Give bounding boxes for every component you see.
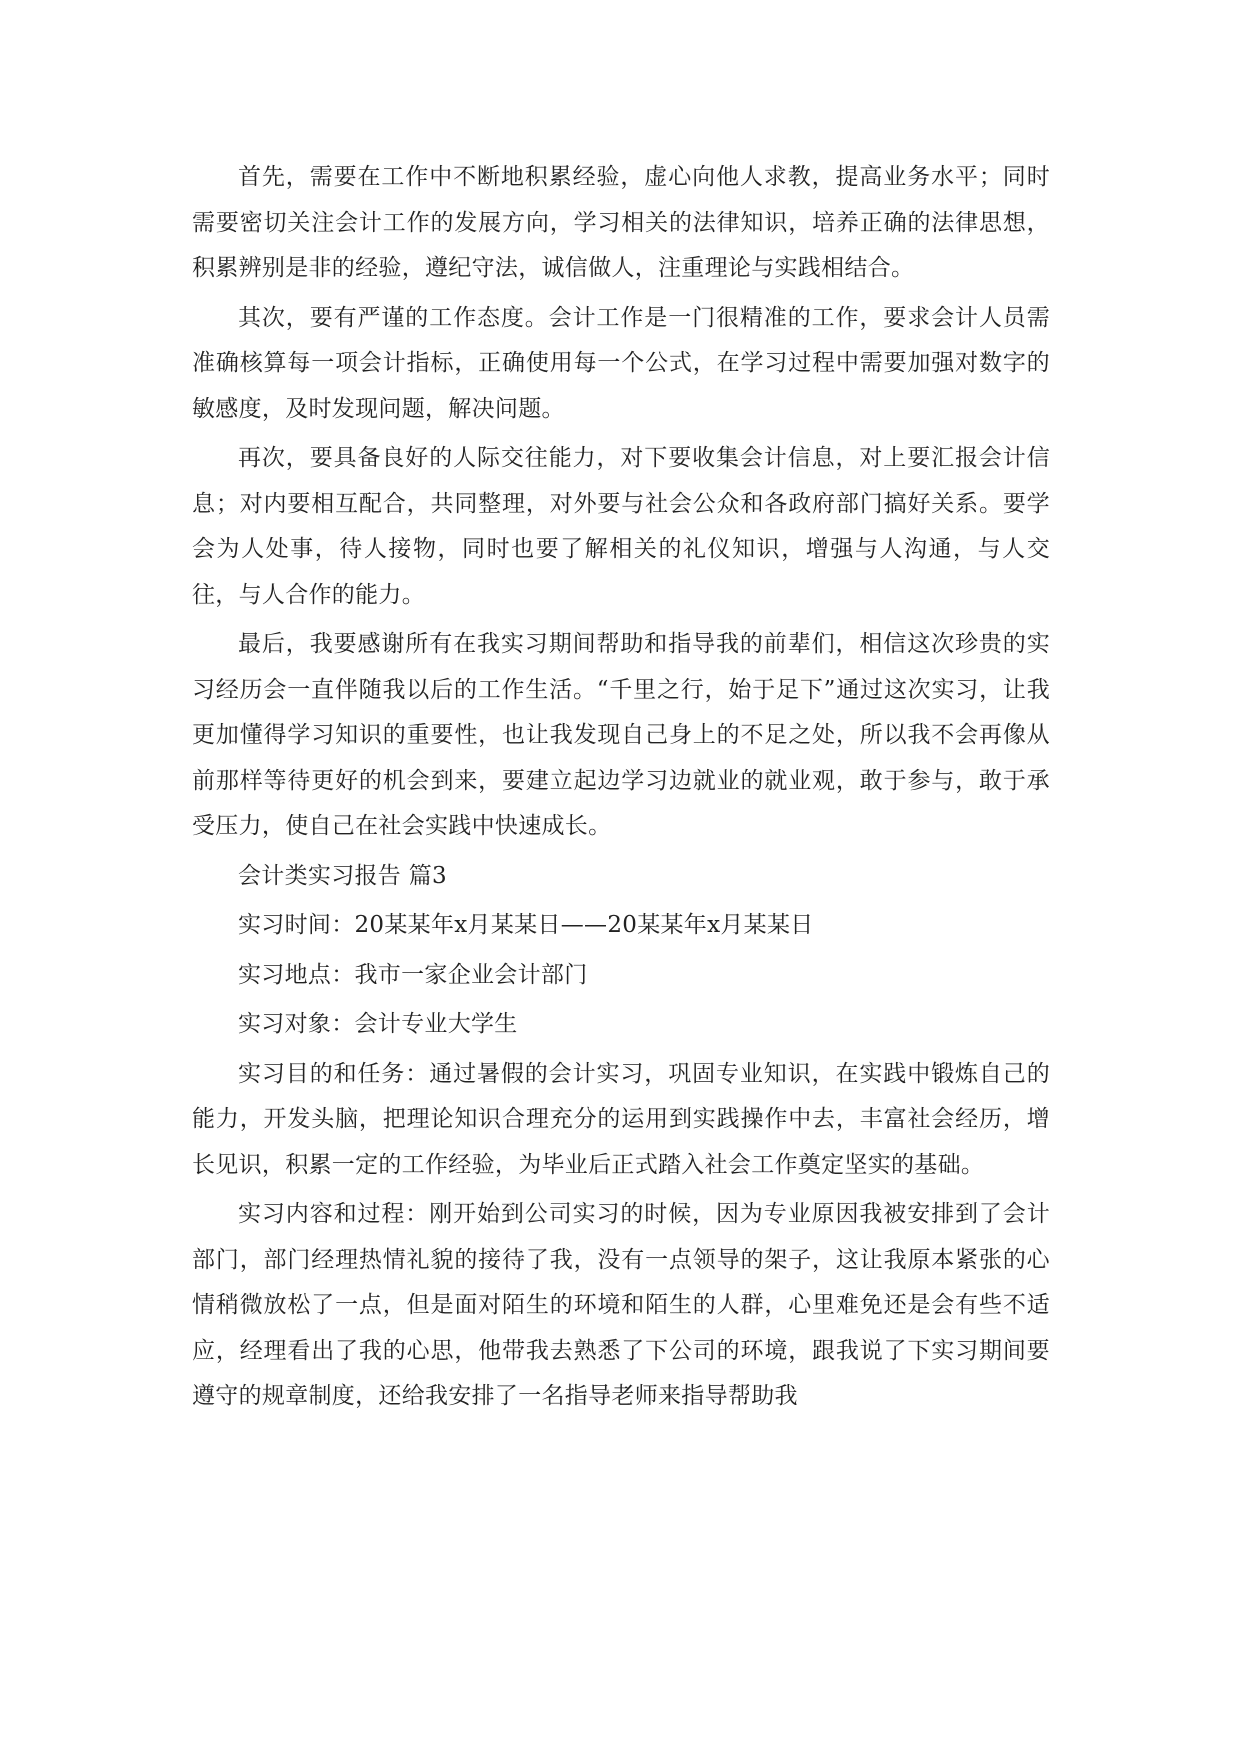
internship-purpose: 实习目的和任务：通过暑假的会计实习，巩固专业知识，在实践中锻炼自己的能力，开发头脑，把理论知识合理充分的运用到实践操作中去，丰富社会经历，增长见识，积累一定的工作经验，为毕业后正式踏入社会工作奠定坚实的基础。 bbox=[192, 1060, 1050, 1178]
document-body bbox=[192, 155, 1050, 1424]
internship-target: 实习对象：会计专业大学生 bbox=[238, 1011, 518, 1037]
section-heading: 会计类实习报告 篇3 bbox=[238, 862, 447, 889]
paragraph-finally: 最后，我要感谢所有在我实习期间帮助和指导我的前辈们，相信这次珍贵的实习经历会一直伴随我以后的工作生活。“千里之行，始于足下”通过这次实习，让我更加懂得学习知识的重要性，也让我发现自己身上的不足之处，所以我不会再像从前那样等待更好的机会到来，要建立起边学习边就业的就业观，敢于参与，敢于承受压力，使自己在社会实践中快速成长。 bbox=[192, 631, 1050, 839]
internship-location: 实习地点：我市一家企业会计部门 bbox=[238, 961, 588, 988]
internship-content: 实习内容和过程：刚开始到公司实习的时候，因为专业原因我被安排到了会计部门，部门经理热情礼貌的接待了我，没有一点领导的架子，这让我原本紧张的心情稍微放松了一点，但是面对陌生的环境和陌生的人群，心里难免还是会有些不适应，经理看出了我的心思，他带我去熟悉了下公司的环境，跟我说了下实习期间要遵守的规章制度，还给我安排了一名指导老师来指导帮助我 bbox=[192, 1201, 1050, 1409]
paragraph-third: 再次，要具备良好的人际交往能力，对下要收集会计信息，对上要汇报会计信息；对内要相互配合，共同整理，对外要与社会公众和各政府部门搞好关系。要学会为人处事，待人接物，同时也要了解相关的礼仪知识，增强与人沟通，与人交往，与人合作的能力。 bbox=[192, 445, 1050, 608]
paragraph-second: 其次，要有严谨的工作态度。会计工作是一门很精准的工作，要求会计人员需准确核算每一项会计指标，正确使用每一个公式，在学习过程中需要加强对数字的敏感度，及时发现问题，解决问题。 bbox=[192, 304, 1050, 422]
internship-time: 实习时间：20某某年x月某某日——20某某年x月某某日 bbox=[238, 912, 814, 938]
paragraph-first: 首先，需要在工作中不断地积累经验，虚心向他人求教，提高业务水平；同时需要密切关注会计工作的发展方向，学习相关的法律知识，培养正确的法律思想，积累辨别是非的经验，遵纪守法，诚信做人，注重理论与实践相结合。 bbox=[192, 164, 1050, 281]
